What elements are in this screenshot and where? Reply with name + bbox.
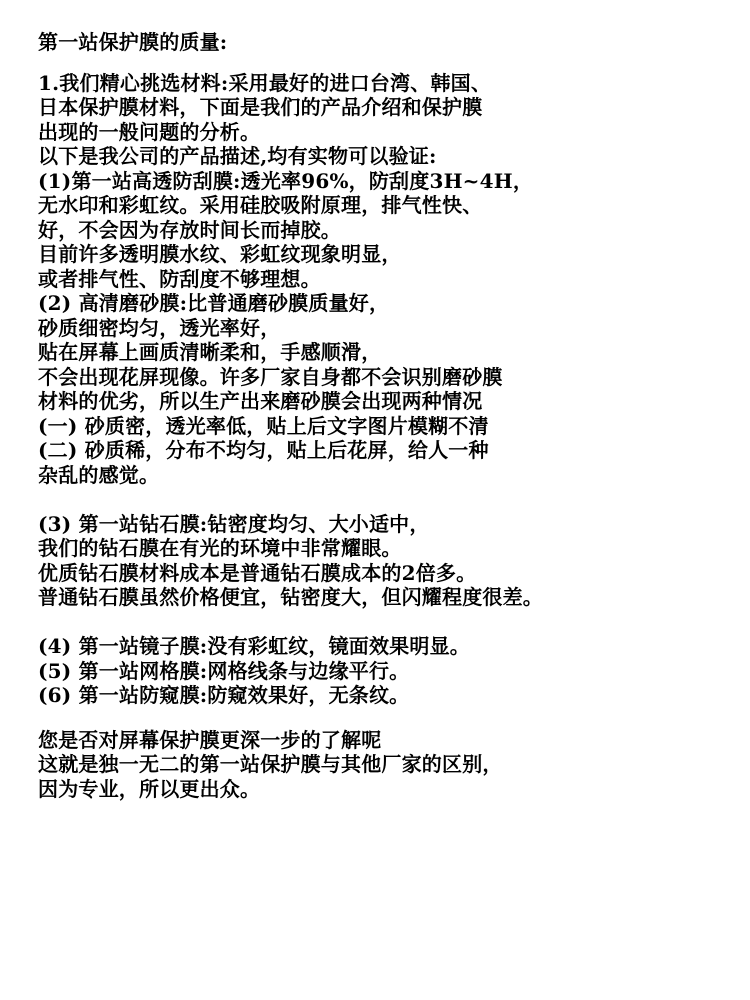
text-line: 优质钻石膜材料成本是普通钻石膜成本的2倍多。	[38, 560, 477, 585]
text-line: 日本保护膜材料，下面是我们的产品介绍和保护膜	[38, 95, 483, 119]
section-high-transparency-film	[38, 169, 738, 292]
section-diamond-film	[38, 512, 738, 610]
text-line: 普通钻石膜虽然价格便宜，钻密度大，但闪耀程度很差。	[38, 585, 543, 609]
text-line: (3) 第一站钻石膜:钻密度均匀、大小适中，	[38, 511, 430, 536]
text-line: 砂质细密均匀，透光率好，	[38, 315, 281, 340]
text-line: 这就是独一无二的第一站保护膜与其他厂家的区别，	[38, 752, 503, 776]
text-line: 或者排气性、防刮度不够理想。	[38, 266, 321, 291]
text-line: (5) 第一站网格膜:网格线条与边缘平行。	[38, 658, 410, 683]
text-line: 目前许多透明膜水纹、彩虹纹现象明显，	[38, 242, 402, 266]
document-body	[38, 30, 738, 801]
text-line: (一) 砂质密，透光率低，贴上后文字图片模糊不清	[38, 413, 489, 438]
text-line: 1.我们精心挑选材料:采用最好的进口台湾、韩国、	[38, 70, 492, 95]
intro-paragraph	[38, 71, 738, 169]
text-line: 贴在屏幕上画质清晰柔和，手感顺滑，	[38, 340, 382, 364]
text-line: 以下是我公司的产品描述,均有实物可以验证:	[38, 144, 437, 168]
spacer	[38, 708, 738, 728]
text-line: 不会出现花屏现像。许多厂家自身都不会识别磨砂膜	[38, 364, 503, 389]
text-line: 杂乱的感觉。	[38, 462, 160, 487]
page-title: 第一站保护膜的质量:	[38, 30, 228, 54]
text-line: (1)第一站高透防刮膜:透光率96%，防刮度3H~4H，	[38, 168, 534, 193]
spacer	[38, 487, 738, 512]
text-line: (4) 第一站镜子膜:没有彩虹纹，镜面效果明显。	[38, 634, 470, 658]
closing-paragraph	[38, 728, 738, 802]
text-line: (6) 第一站防窥膜:防窥效果好，无条纹。	[38, 683, 410, 707]
text-line: 您是否对屏幕保护膜更深一步的了解呢	[38, 727, 382, 752]
section-other-films	[38, 634, 738, 708]
text-line: 我们的钻石膜在有光的环境中非常耀眼。	[38, 536, 402, 560]
text-line: (二) 砂质稀，分布不均匀，贴上后花屏，给人一种	[38, 438, 489, 462]
text-line: 因为专业，所以更出众。	[38, 776, 261, 801]
text-line: 出现的一般问题的分析。	[38, 119, 261, 144]
text-line: 无水印和彩虹纹。采用硅胶吸附原理，排气性快、	[38, 193, 483, 217]
section-matte-film	[38, 291, 738, 487]
text-line: 好，不会因为存放时间长而掉胶。	[38, 217, 341, 242]
spacer	[38, 610, 738, 635]
text-line: 材料的优劣，所以生产出来磨砂膜会出现两种情况	[38, 389, 483, 413]
text-line: (2) 高清磨砂膜:比普通磨砂膜质量好，	[38, 291, 390, 315]
